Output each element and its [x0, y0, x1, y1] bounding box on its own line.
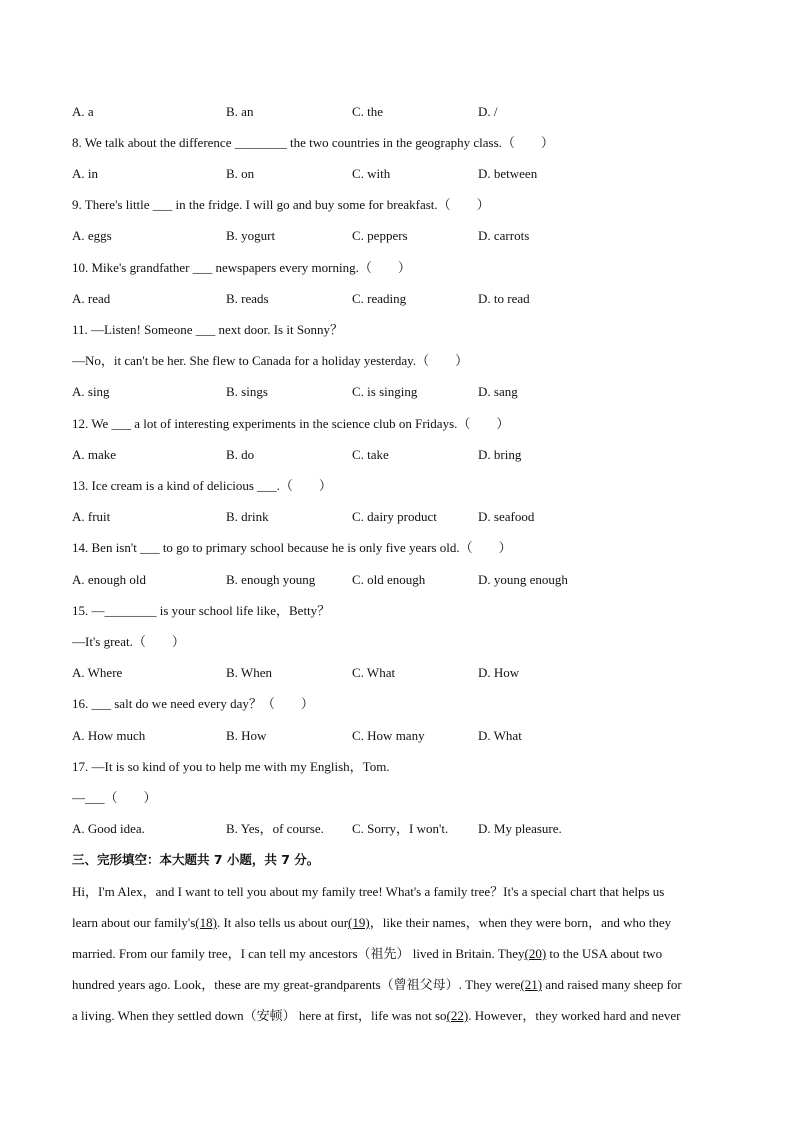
q17-options [72, 819, 734, 839]
q17-option-a: A. Good idea. [72, 821, 145, 836]
q9-question: 9. There's little ___ in the fridge. I will go and buy some for breakfast.（ ） [72, 197, 490, 212]
q8-question: 8. We talk about the difference ________ the two countries in the geography class.（ ） [72, 135, 554, 150]
q12-option-d: D. bring [478, 447, 522, 462]
q14-option-a: A. enough old [72, 572, 147, 587]
passage-text: . However，they worked hard and never [468, 1008, 681, 1023]
q11-option-d: D. sang [478, 384, 518, 399]
q9-option-b: B. yogurt [226, 228, 276, 243]
q10-option-a: A. read [72, 291, 111, 306]
q9-option-a: A. eggs [72, 228, 112, 243]
q8-option-a: A. in [72, 166, 98, 181]
q16-options [72, 726, 734, 746]
q7-option-c: C. the [352, 104, 384, 119]
q15-option-b: B. When [226, 665, 272, 680]
q17-question: 17. —It is so kind of you to help me with my English，Tom. [72, 759, 390, 774]
q15-response: —It's great.（ ） [72, 634, 185, 649]
q17-response: —___（ ） [72, 790, 157, 805]
q11-options [72, 382, 734, 402]
q8-options [72, 164, 734, 184]
q11-option-b: B. sings [226, 384, 268, 399]
q14-question: 14. Ben isn't ___ to go to primary school because he is only five years old.（ ） [72, 540, 512, 555]
q16-option-b: B. How [226, 728, 267, 743]
q10-options [72, 289, 734, 309]
q7-option-a: A. a [72, 104, 94, 119]
q12-options [72, 445, 734, 465]
q13-option-a: A. fruit [72, 509, 111, 524]
q13-option-b: B. drink [226, 509, 269, 524]
q12-option-b: B. do [226, 447, 255, 462]
q13-option-d: D. seafood [478, 509, 535, 524]
section-3-heading: 三、完形填空：本大题共 7 小题，共 7 分。 [72, 852, 320, 867]
passage-text: hundred years ago. Look，these are my great-grandparents（曾祖父母）. They were [72, 977, 521, 992]
q7-options [72, 102, 734, 122]
q16-question: 16. ___ salt do we need every day？（ ） [72, 696, 314, 711]
q14-options [72, 570, 734, 590]
q14-option-c: C. old enough [352, 572, 426, 587]
q13-options [72, 507, 734, 527]
blank-20: (20) [524, 946, 547, 961]
q8-option-c: C. with [352, 166, 391, 181]
q7-option-b: B. an [226, 104, 254, 119]
q9-option-c: C. peppers [352, 228, 408, 243]
q11-response: —No，it can't be her. She flew to Canada for a holiday yesterday.（ ） [72, 353, 469, 368]
q11-option-a: A. sing [72, 384, 110, 399]
blank-18: (18) [195, 915, 217, 930]
q16-option-a: A. How much [72, 728, 146, 743]
q13-option-c: C. dairy product [352, 509, 437, 524]
q15-question: 15. —________ is your school life like，Betty？ [72, 603, 331, 618]
q8-option-d: D. between [478, 166, 538, 181]
q10-option-c: C. reading [352, 291, 407, 306]
passage-line-2 [72, 913, 734, 933]
blank-19: (19) [348, 915, 370, 930]
q14-option-d: D. young enough [478, 572, 568, 587]
blank-21: (21) [520, 977, 543, 992]
q16-option-d: D. What [478, 728, 522, 743]
q12-option-c: C. take [352, 447, 389, 462]
q15-options [72, 663, 734, 683]
passage-text: . It also tells us about our [216, 915, 349, 930]
q9-options [72, 226, 734, 246]
q11-option-c: C. is singing [352, 384, 418, 399]
passage-line-3 [72, 944, 734, 964]
q17-option-b: B. Yes，of course. [226, 821, 324, 836]
passage-line-4 [72, 975, 734, 995]
q14-option-b: B. enough young [226, 572, 316, 587]
passage-text: learn about our family's [72, 915, 196, 930]
q10-question: 10. Mike's grandfather ___ newspapers every morning.（ ） [72, 260, 411, 275]
passage-text: married. From our family tree，I can tell my ancestors（祖先） lived in Britain. They [72, 946, 525, 961]
q16-option-c: C. How many [352, 728, 425, 743]
q17-option-d: D. My pleasure. [478, 821, 562, 836]
q9-option-d: D. carrots [478, 228, 530, 243]
passage-text: and raised many sheep for [542, 977, 682, 992]
passage-text: a living. When they settled down（安顿） here at first，life was not so [72, 1008, 447, 1023]
passage-text: ，like their names，when they were born，and who they [369, 915, 672, 930]
blank-22: (22) [446, 1008, 469, 1023]
q17-option-c: C. Sorry，I won't. [352, 821, 449, 836]
q15-option-a: A. Where [72, 665, 123, 680]
q15-option-d: D. How [478, 665, 520, 680]
q7-option-d: D. / [478, 104, 498, 119]
q12-option-a: A. make [72, 447, 117, 462]
passage-text: to the USA about two [546, 946, 663, 961]
q13-question: 13. Ice cream is a kind of delicious ___.（ ） [72, 478, 332, 493]
passage-line-1: Hi，I'm Alex，and I want to tell you about my family tree! What's a family tree？It's a special chart that helps us [72, 884, 665, 899]
q10-option-d: D. to read [478, 291, 530, 306]
q11-question: 11. —Listen! Someone ___ next door. Is it Sonny？ [72, 322, 344, 337]
q15-option-c: C. What [352, 665, 396, 680]
q12-question: 12. We ___ a lot of interesting experiments in the science club on Fridays.（ ） [72, 416, 510, 431]
q8-option-b: B. on [226, 166, 255, 181]
q10-option-b: B. reads [226, 291, 269, 306]
passage-line-5 [72, 1006, 734, 1026]
